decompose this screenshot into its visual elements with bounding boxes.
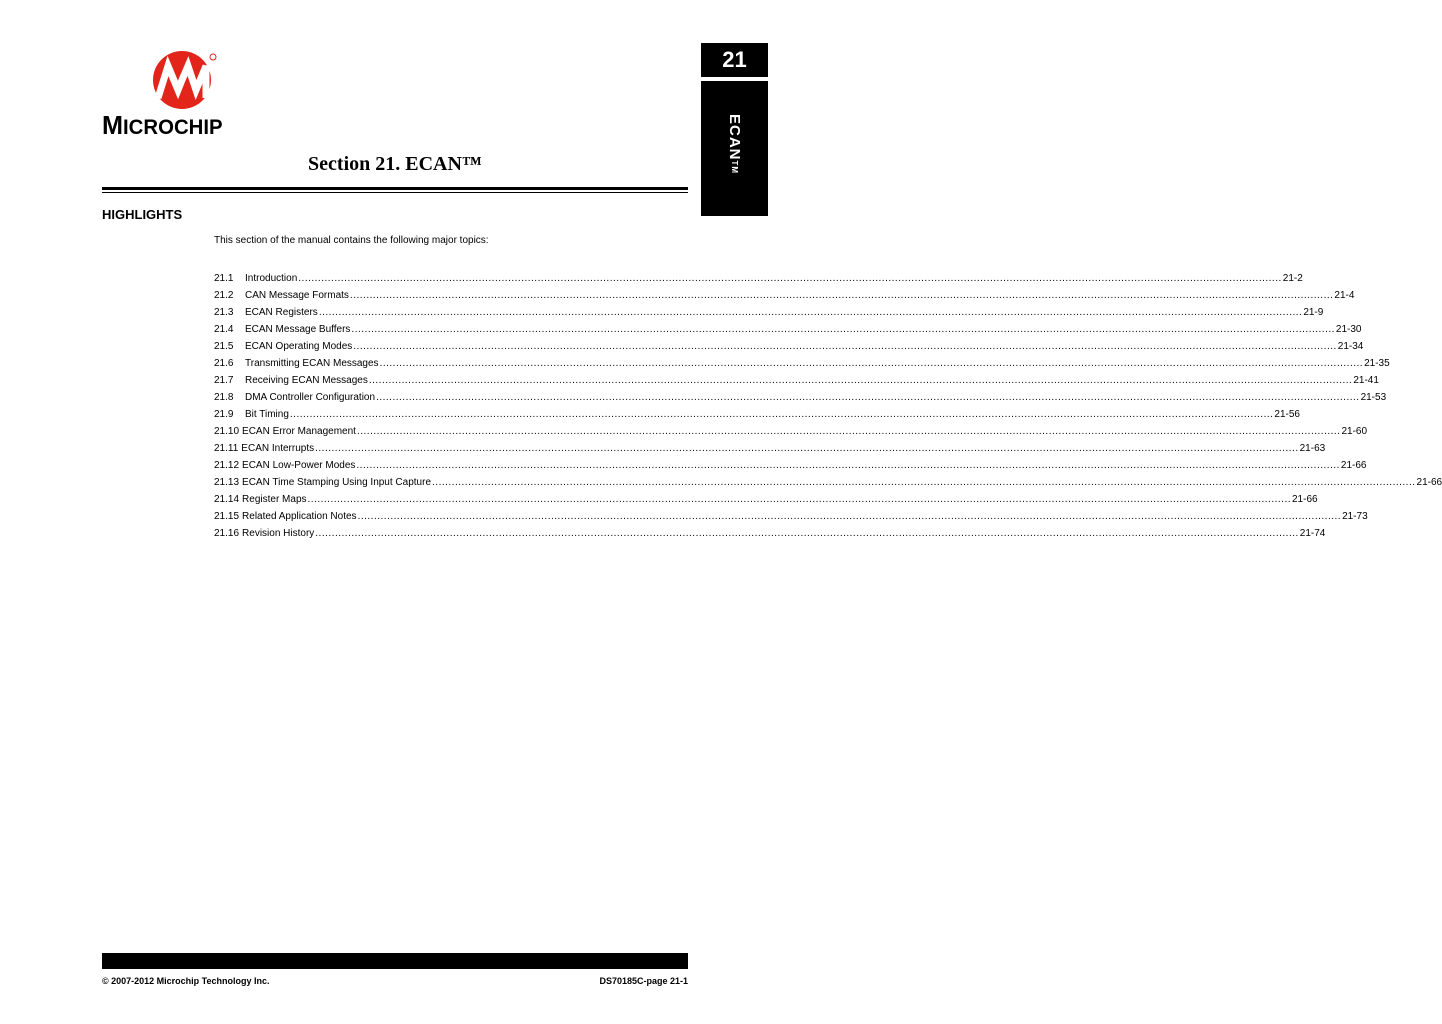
toc-dot-leader: ............................................................................................................................................................................................................................................................................................................ (356, 426, 1341, 437)
toc-entry-page: 21-35 (1364, 358, 1390, 369)
toc-entry[interactable] (214, 459, 1367, 476)
toc-entry[interactable] (214, 425, 1368, 442)
toc-dot-leader: ............................................................................................................................................................................................................................................................................................................ (368, 375, 1353, 386)
toc-entry-page: 21-4 (1334, 290, 1355, 301)
toc-entry-number: 21.15 (214, 511, 240, 522)
toc-entry-number: 21.1 (214, 273, 234, 284)
intro-text: This section of the manual contains the following major topics: (214, 235, 489, 246)
toc-entry[interactable] (214, 408, 1300, 425)
toc-entry-number: 21.8 (214, 392, 234, 403)
toc-entry-page: 21-9 (1303, 307, 1324, 318)
toc-entry-page: 21-74 (1299, 528, 1326, 539)
toc-entry-title: DMA Controller Configuration (245, 392, 376, 403)
toc-entry-number: 21.4 (214, 324, 234, 335)
toc-entry-title: Related Application Notes (242, 511, 357, 522)
toc-dot-leader: ............................................................................................................................................................................................................................................................................................................ (351, 324, 1335, 335)
table-of-contents (214, 272, 1442, 544)
title-rule-thin (102, 192, 688, 193)
toc-entry-number: 21.11 (214, 443, 239, 454)
toc-entry-title: Register Maps (242, 494, 307, 505)
toc-entry[interactable] (214, 323, 1362, 340)
footer-bar (102, 953, 688, 969)
toc-entry-page: 21-34 (1337, 341, 1364, 352)
toc-entry-title: ECAN Registers (245, 307, 318, 318)
toc-entry[interactable] (214, 357, 1390, 374)
toc-entry-page: 21-66 (1340, 460, 1367, 471)
toc-entry[interactable] (214, 391, 1387, 408)
toc-dot-leader: ............................................................................................................................................................................................................................................................................................................ (349, 290, 1334, 301)
footer-copyright: © 2007-2012 Microchip Technology Inc. (102, 976, 270, 986)
toc-dot-leader: ............................................................................................................................................................................................................................................................................................................ (315, 528, 1299, 539)
toc-entry-title: ECAN Error Management (242, 426, 356, 437)
toc-entry[interactable] (214, 527, 1326, 544)
toc-entry-title: ECAN Low-Power Modes (242, 460, 356, 471)
toc-entry-number: 21.13 (214, 477, 240, 488)
toc-entry[interactable] (214, 306, 1324, 323)
toc-entry-page: 21-66 (1292, 494, 1318, 505)
toc-entry-number: 21.2 (214, 290, 234, 301)
toc-entry-number: 21.9 (214, 409, 234, 420)
toc-dot-leader: ............................................................................................................................................................................................................................................................................................................ (356, 460, 1340, 471)
toc-entry-page: 21-73 (1342, 511, 1368, 522)
toc-entry[interactable] (214, 493, 1318, 510)
section-tab-number: 21 (701, 43, 768, 77)
toc-entry[interactable] (214, 289, 1355, 306)
toc-entry-title: ECAN Message Buffers (245, 324, 351, 335)
title-rule-thick (102, 187, 688, 190)
toc-entry-page: 21-30 (1335, 324, 1362, 335)
toc-entry[interactable] (214, 340, 1364, 357)
toc-entry-number: 21.7 (214, 375, 234, 386)
toc-entry[interactable] (214, 510, 1368, 527)
toc-entry-page: 21-66 (1416, 477, 1442, 488)
microchip-logo-icon (102, 50, 262, 110)
toc-dot-leader: ............................................................................................................................................................................................................................................................................................................ (307, 494, 1291, 505)
page-title: Section 21. ECAN™ (308, 153, 482, 175)
toc-entry-page: 21-60 (1341, 426, 1368, 437)
toc-entry-number: 21.16 (214, 528, 240, 539)
toc-entry-title: Bit Timing (245, 409, 289, 420)
toc-entry-number: 21.14 (214, 494, 240, 505)
section-tab-label-text: ECAN (726, 114, 743, 161)
toc-entry-title: Receiving ECAN Messages (245, 375, 368, 386)
brand-wordmark (102, 110, 223, 141)
toc-entry[interactable] (214, 476, 1442, 493)
toc-entry-number: 21.10 (214, 426, 240, 437)
toc-dot-leader: ............................................................................................................................................................................................................................................................................................................ (315, 443, 1299, 454)
toc-entry[interactable] (214, 442, 1326, 459)
toc-entry-number: 21.5 (214, 341, 234, 352)
section-tab-tm: TM (730, 160, 739, 175)
toc-entry-page: 21-63 (1299, 443, 1326, 454)
toc-entry-number: 21.3 (214, 307, 234, 318)
toc-dot-leader: ............................................................................................................................................................................................................................................................................................................ (318, 307, 1303, 318)
toc-entry-title: ECAN Interrupts (241, 443, 315, 454)
toc-entry-page: 21-56 (1274, 409, 1300, 420)
toc-entry[interactable] (214, 272, 1303, 289)
toc-dot-leader: ............................................................................................................................................................................................................................................................................................................ (298, 273, 1282, 284)
toc-dot-leader: ............................................................................................................................................................................................................................................................................................................ (289, 409, 1274, 420)
toc-entry-page: 21-41 (1353, 375, 1379, 386)
toc-entry[interactable] (214, 374, 1379, 391)
toc-entry-title: Revision History (242, 528, 315, 539)
toc-dot-leader: ............................................................................................................................................................................................................................................................................................................ (379, 358, 1364, 369)
toc-dot-leader: ............................................................................................................................................................................................................................................................................................................ (432, 477, 1416, 488)
toc-entry-title: Transmitting ECAN Messages (245, 358, 379, 369)
section-tab-label (726, 114, 743, 174)
toc-entry-number: 21.12 (214, 460, 240, 471)
toc-dot-leader: ............................................................................................................................................................................................................................................................................................................ (353, 341, 1337, 352)
toc-entry-title: ECAN Time Stamping Using Input Capture (242, 477, 432, 488)
toc-entry-title: ECAN Operating Modes (245, 341, 353, 352)
toc-entry-page: 21-2 (1282, 273, 1303, 284)
toc-entry-title: CAN Message Formats (245, 290, 349, 301)
toc-entry-title: Introduction (245, 273, 298, 284)
brand-rest: ICROCHIP (123, 116, 223, 139)
toc-dot-leader: ............................................................................................................................................................................................................................................................................................................ (376, 392, 1360, 403)
toc-entry-page: 21-53 (1360, 392, 1387, 403)
toc-dot-leader: ............................................................................................................................................................................................................................................................................................................ (357, 511, 1342, 522)
brand-lead: M (102, 110, 124, 140)
highlights-heading: HIGHLIGHTS (102, 207, 183, 222)
footer-page-ref: DS70185C-page 21-1 (599, 976, 688, 986)
toc-entry-number: 21.6 (214, 358, 234, 369)
